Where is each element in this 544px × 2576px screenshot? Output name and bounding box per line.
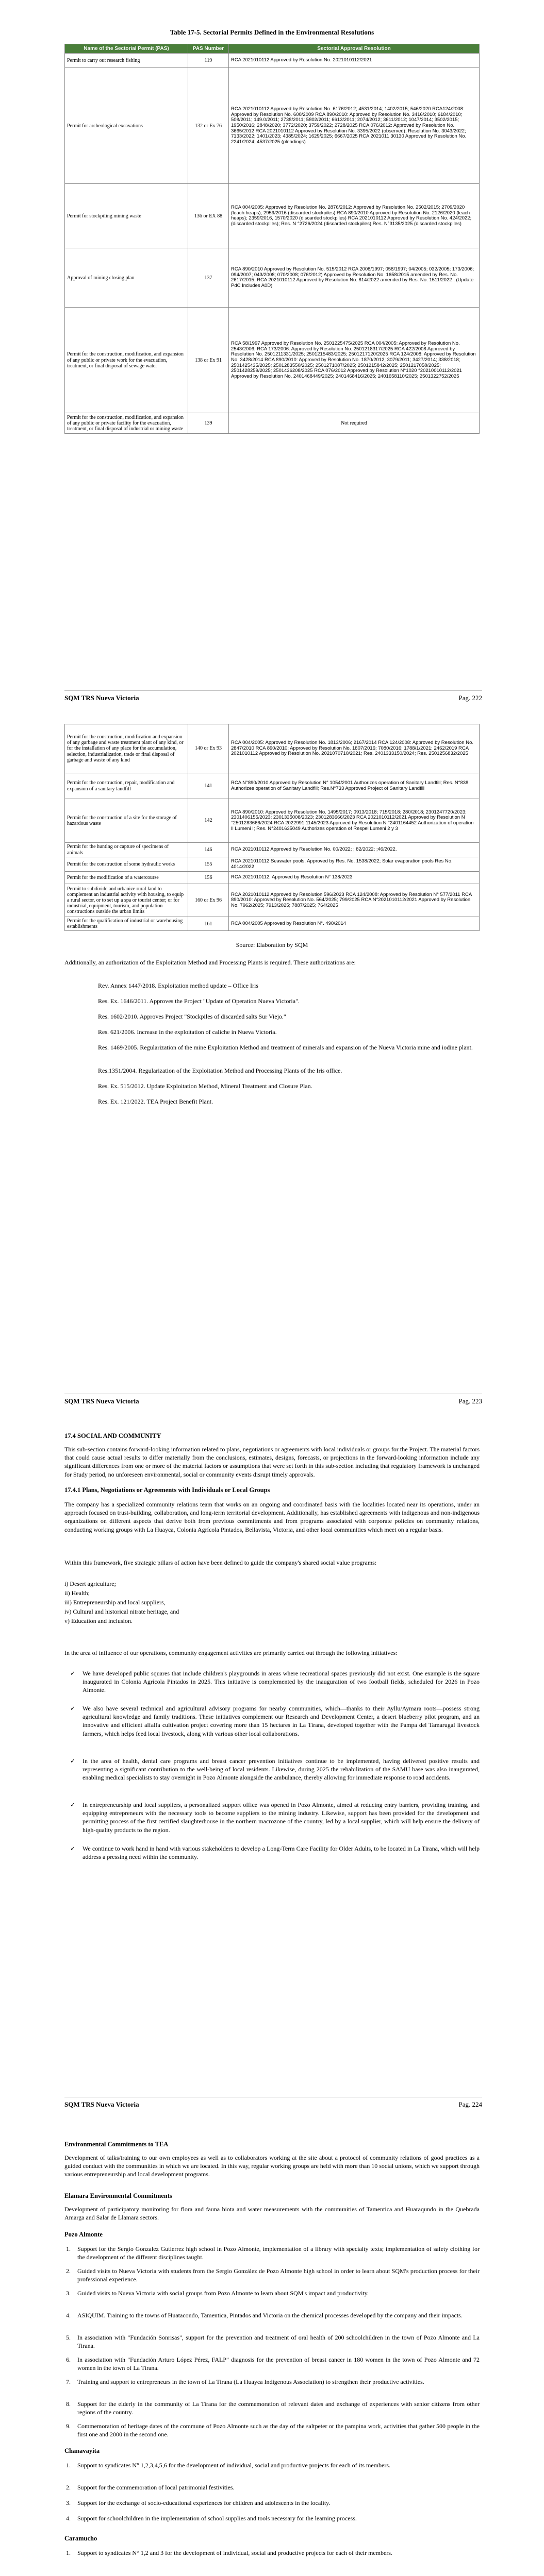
pas-number: 155	[188, 857, 229, 872]
resolution: RCA 004/2005: Approved by Resolution No. 1813/2006; 2167/2014 RCA 124/2008: Approved by Resolution No. 2847/2010 RCA 890/2010: Approved by Resolution No. 1807/2016; 7080/2016; 1788/1/2021; 2462/2019 RCA 2021010112 Approved by Resolution No. 2021070710/2021; Res. 2401333150/2024; Res. 2501256832/2025	[229, 724, 480, 773]
table-row	[65, 54, 480, 68]
pillar-item: i) Desert agriculture;	[64, 1580, 116, 1587]
list-item: 2. Support for the commemoration of local patrimonial festivities.	[66, 2484, 235, 2491]
section-heading: Environmental Commitments to TEA	[64, 2141, 169, 2148]
bullet-text: We have developed public squares that include children's playgrounds in areas where recreational spaces previously did not exist. One example is the square inaugurated in Colonia Agrícola Pintados in 2025. This initiative is complemented by the inauguration of two football fields, scheduled for 2026 in Pozo Almonte.	[83, 1670, 480, 1694]
subsection-heading: 17.4.1 Plans, Negotiations or Agreements with Individuals or Local Groups	[64, 1486, 270, 1494]
subheading: Pozo Almonte	[64, 2231, 103, 2238]
pillars-list	[64, 1579, 179, 1625]
list-item	[70, 1801, 480, 1834]
list-item: 1. Support to syndicates N° 1,2,3,4,5,6 for the development of individual, social and productive projects for each of its members.	[66, 2462, 390, 2469]
sectorial-permits-table	[64, 44, 480, 434]
list-item: 8. Support for the elderly in the community of La Tirana for the commemoration of relevant dates and exchange of experiences with senior citizens from other regions of the country.	[66, 2400, 480, 2416]
page-225	[0, 2110, 544, 2576]
pillar-item: iv) Cultural and historical nitrate heritage, and	[64, 1608, 179, 1615]
sectorial-permits-table-continued	[64, 724, 480, 931]
pas-number: 137	[188, 248, 229, 308]
pas-number: 139	[188, 413, 229, 434]
list-item: 4. ASIQUIM. Training to the towns of Huatacondo, Tamentica, Pintados and Victoria on the chemical processes developed by the company and their impacts.	[66, 2312, 463, 2319]
page-number: Pag. 224	[458, 2100, 482, 2108]
resolution: Not required	[229, 413, 480, 434]
permit-name: Permit for the construction of a site for the storage of hazardous waste	[65, 799, 188, 843]
page-223	[0, 703, 544, 1406]
auth-item: Res. 1469/2005. Regularization of the mine Exploitation Method and treatment of minerals and expansion of the Nueva Victoria mine and iodine plant.	[98, 1044, 473, 1051]
list-item: 1. Support for the Sergio Gonzalez Gutierrez high school in Pozo Almonte, implementation of a library with specialty texts; implementation of safety clothing for the development of the different disciplines taught.	[66, 2245, 480, 2261]
pas-number: 142	[188, 799, 229, 843]
page-number: Pag. 223	[458, 1397, 482, 1405]
table-row	[65, 308, 480, 413]
paragraph: Within this framework, five strategic pillars of action have been defined to guide the company's shared social value programs:	[64, 1559, 377, 1566]
permit-name: Permit to carry out research fishing	[65, 54, 188, 68]
table-caption: Table 17-5. Sectorial Permits Defined in the Environmental Resolutions	[170, 28, 374, 36]
pas-number: 140 or Ex 93	[188, 724, 229, 773]
list-item	[70, 1757, 480, 1782]
table-row	[65, 68, 480, 184]
pas-number: 136 or EX 88	[188, 184, 229, 248]
page-footer	[64, 2097, 482, 2109]
table-header-pas: PAS Number	[188, 44, 229, 54]
permit-name: Permit for the hunting or capture of specimens of animals	[65, 843, 188, 857]
list-item	[70, 1704, 480, 1738]
permit-name: Permit for the qualification of industrial or warehousing establishments	[65, 917, 188, 931]
check-bullet-icon: ✓	[70, 1670, 76, 1677]
permit-name: Permit for the construction, repair, modification and expansion of a sanitary landfill	[65, 773, 188, 799]
list-item: 1. Support to syndicates N° 1,2 and 3 for the development of individual, social and productive projects for each of their members.	[66, 2549, 392, 2556]
bullet-text: We also have several technical and agricultural advisory programs for nearby communities, which—thanks to their Ayllu/Aymara roots—possess strong agricultural knowledge and family traditions. These initiatives complement our Research and Development Center, a desert blueberry pilot program, and an innovative and efficient alfalfa cultivation project covering more than 15 hectares in La Tirana, developed together with the Pampa del Tamarugal livestock farmers, which helps feed local livestock, along with various other local collaborations.	[83, 1705, 480, 1737]
list-item	[70, 1669, 480, 1694]
pillar-item: iii) Entrepreneurship and local suppliers,	[64, 1599, 166, 1606]
permit-name: Permit for the modification of a watercourse	[65, 872, 188, 884]
resolution: RCA N°890/2010 Approved by Resolution N° 1054/2001 Authorizes operation of Sanitary Landfill; Res. N°838 Authorizes operation of Sanitary Landfill; Res.N°733 Approved Project of Sanitary Landfill	[229, 773, 480, 799]
table-row	[65, 773, 480, 799]
permit-name: Permit for archeological excavations	[65, 68, 188, 184]
resolution: RCA 004/2005: Approved by Resolution No. 2876/2012: Approved by Resolution No. 2502/2015; 2709/2020 (leach heaps); 2959/2016 (discarded stockpiles) RCA 890/2010 Approved by Resolution No. 2126/2020 (leach heaps); 2359/2016, 1570/2020 (discarded stockpiles) RCA 2021010112 Approved by Resolution No. 424/2022; (discarded stockpiles); Res. N °2726/2024 (discarded stockpiles) Res. N°3135/2025 (discarded stockpiles)	[229, 184, 480, 248]
paragraph: Development of participatory monitoring for flora and fauna biota and water measurements with the communities of Tamentica and Huaraqundo in the Quebrada Amarga and Salar de Llamara sectors.	[64, 2206, 480, 2222]
list-item: 2. Guided visits to Nueva Victoria with students from the Sergio González de Pozo Almonte high school in order to learn about SQM's production process for their professional experience.	[66, 2267, 480, 2283]
bullet-text: In the area of health, dental care programs and breast cancer prevention initiatives continue to be implemented, having delivered positive results and representing a significant contribution to the well-being of local residents. Likewise, during 2025 the rehabilitation of the SAMU base was also inaugurated, enabling medical specialists to stay overnight in Pozo Almonte alongside the ambulance, thereby allowing for immediate response to road accidents.	[83, 1757, 480, 1782]
table-row	[65, 857, 480, 872]
pas-number: 160 or Ex 96	[188, 884, 229, 917]
resolution: RCA 2021010112 Seawater pools. Approved by Res. No. 1538/2022; Solar evaporation pools Res No. 4014/2022	[229, 857, 480, 872]
table-row	[65, 872, 480, 884]
auth-item: Res. 621/2006. Increase in the exploitation of caliche in Nueva Victoria.	[98, 1028, 277, 1036]
resolution: RCA 890/2010 Approved by Resolution No. 515/2012 RCA 2008/1997; 058/1997; 04/2005; 032/2005; 173/2006; 094/2007; 043/2008; 070/2008; 076/2012) Approved by Resolution No. 1658/2015 amended by Res. No. 2617/2015. RCA 2021010112 Approved by Resolution No. 814/2022 amended by Res. No. 1511/2022 ; (Update PdC Includes A0D)	[229, 248, 480, 308]
pillar-item: ii) Health;	[64, 1589, 90, 1597]
list-item: 5. In association with "Fundación Sonrisas", support for the prevention and treatment of oral health of 200 schoolchildren in the town of Pozo Almonte and La Tirana.	[66, 2334, 480, 2350]
auth-item: Res.1351/2004. Regularization of the Exploitation Method and Processing Plants of the Iris office.	[98, 1067, 342, 1074]
authorizations-intro: Additionally, an authorization of the Exploitation Method and Processing Plants is required. These authorizations are:	[64, 959, 356, 966]
page-footer	[64, 690, 482, 702]
page-222	[0, 0, 544, 703]
subheading: Caramucho	[64, 2535, 97, 2542]
list-item: 7. Training and support to entrepreneurs in the town of La Tirana (La Huayca Indigenous Association) to strengthen their productive activities.	[66, 2378, 424, 2385]
table-source: Source: Elaboration by SQM	[236, 941, 308, 948]
paragraph: In the area of influence of our operations, community engagement activities are primarily carried out through the following initiatives:	[64, 1649, 398, 1656]
list-item: 9. Commemoration of heritage dates of the commune of Pozo Almonte such as the day of the saltpeter or the pampina work, activities that gather 500 people in the first one and 2000 in the second one.	[66, 2422, 480, 2438]
table-header-permit: Name of the Sectorial Permit (PAS)	[65, 44, 188, 54]
table-header-resolution: Sectorial Approval Resolution	[229, 44, 480, 54]
report-name: SQM TRS Nueva Victoria	[64, 1397, 139, 1405]
page-number: Pag. 222	[458, 694, 482, 702]
auth-item: Res. Ex. 1646/2011. Approves the Project "Update of Operation Nueva Victoria".	[98, 997, 300, 1005]
resolution: RCA 2021010112 Approved by Resolution No. 6176/2012; 4531/2014; 1402/2015; 546/2020 RCA124/2008: Approved by Resolution No. 600/2009 RCA 890/2010: Approved by Resolution No. 3416/2010; 6184/2010; 508/2011; 149.0/2011; 2738/2011; 5802/2011; 6613/2011; 2074/2012; 3611/2012; 1047/2014; 3502/2015; 1950/2016; 2848/2020; 3772/2020; 3759/2022; 2728/2025 RCA 076/2012: Approved by Resolution No. 3665/2012 RCA 2021010112 Approved by Resolution No. 3395/2022 (observed); Resolution No. 3043/2022; 7133/2022; 1401/2023; 4385/2024; 1629/2025; 6667/2025 RCA 2021011 30130 Approved by Resolution No. 2241/2024; 4537/2025 (pleadings)	[229, 68, 480, 184]
table-row	[65, 799, 480, 843]
subheading: Elamara Environmental Commitments	[64, 2192, 172, 2199]
pas-number: 161	[188, 917, 229, 931]
section-intro: This sub-section contains forward-looking information related to plans, negotiations or agreements with local individuals or groups for the Project. The material factors that could cause actual results to differ materially from the conclusions, estimates, designs, forecasts, or projections in the forward-looking information include any significant differences from one or more of the material factors or assumptions that were set forth in this sub-section including that regulatory framework is unchanged for Study period, no unforeseen environmental, social or community events disrupt timely approvals.	[64, 1446, 480, 1478]
pas-number: 132 or Ex 76	[188, 68, 229, 184]
pas-number: 138 or Ex 91	[188, 308, 229, 413]
pillar-item: v) Education and inclusion.	[64, 1617, 133, 1624]
section-heading: 17.4 SOCIAL AND COMMUNITY	[64, 1432, 161, 1439]
auth-item: Res. 1602/2010. Approves Project "Stockpiles of discarded salts Sur Viejo."	[98, 1013, 286, 1020]
pas-number: 156	[188, 872, 229, 884]
page-224	[0, 1406, 544, 2110]
auth-item: Rev. Annex 1447/2018. Exploitation method update – Office Iris	[98, 982, 258, 989]
resolution: RCA 58/1997 Approved by Resolution No. 2501225475/2025 RCA 004/2005: Approved by Resolution No. 2543/2006; RCA 173/2006: Approved by Resolution No. 2501218317/2025 RCA 422/2008 Approved by Resolution No. 2501211331/2025; 2501215483/2025; 2501217120/2025 RCA 124/2008: Approved by Resolution No. 3428/2014 RCA 890/2010: Approved by Resolution No. 1870/2012; 3079/2011; 3427/2014; 338/2018; 2501425435/2025; 2501283550/2025; 2501271087/2025; 2501215842/2025; 2501217058/2025; 2501428259/2025; 2501436208/2025 RCA 076/2012 Approved by Resolution N°1020 °20210010112/2021 Approved by Resolution No. 2401468449/2025; 2401468416/2025; 2401658110/2025; 2501322752/2025	[229, 308, 480, 413]
auth-item: Res. Ex. 515/2012. Update Exploitation Method, Mineral Treatment and Closure Plan.	[98, 1082, 312, 1090]
check-bullet-icon: ✓	[70, 1757, 76, 1765]
bullet-text: In entrepreneurship and local suppliers, a personalized support office was opened in Pozo Almonte, aimed at reducing entry barriers, providing training, and equipping entrepreneurs with the necessary tools to become suppliers to the mining industry. Likewise, support has been provided for the development and permitting process of the first certified slaughterhouse in the northern macrozone of the country, led by a local supplier, which will help ensure the delivery of high-quality products to the region.	[83, 1801, 480, 1834]
paragraph: The company has a specialized community relations team that works on an ongoing and coordinated basis with the localities located near its operations, under an approach focused on trust-building, collaboration, and long-term territorial development. Additionally, has established agreements with indigenous and non-indigenous organizations on different aspects that derive both from previous commitments and from programs associated with corporate policies on community relations, conducting working groups with La Huayca, Colonia Agrícola Pintados, Bellavista, Victoria, and other local communities which meet on a regular basis.	[64, 1501, 480, 1533]
paragraph: Development of talks/training to our own employees as well as to collaborators working at the site about a protocol of community relations of good practices as a guided conduct with the communities in which we are located. In this way, regular working groups are held with more than 10 social unions, which we support through various entrepreneurship and local development programs.	[64, 2154, 480, 2178]
check-bullet-icon: ✓	[70, 1845, 76, 1852]
table-row	[65, 884, 480, 917]
bullet-text: We continue to work hand in hand with various stakeholders to develop a Long-Term Care Facility for Older Adults, to be located in La Tirana, which will help address a pressing need within the community.	[83, 1845, 480, 1861]
table-row	[65, 917, 480, 931]
list-item: 3. Support for the exchange of socio-educational experiences for children and adolescents in the locality.	[66, 2499, 331, 2506]
resolution: RCA 890/2010: Approved by Resolution No. 1495/2017; 0913/2018; 715/2018; 280/2018; 2301247720/2023; 2301406155/2023; 2301335008/2023; 2301283666/2023 RCA 2021010112/2021 Approved by Resolution N °2501283666/2024 RCA 2022991 1145/2023 Approved by Resolution N °2401164452 Authorization of operation Il Lumeni I; Res. N°2401635049 Authorizes operation of Respel Lumeni 2 y 3	[229, 799, 480, 843]
table-row	[65, 843, 480, 857]
report-name: SQM TRS Nueva Victoria	[64, 2100, 139, 2108]
list-item	[70, 1844, 480, 1861]
permit-name: Permit for the construction, modification, and expansion of any public or private work for the evacuation, treatment, or final disposal of sewage water	[65, 308, 188, 413]
resolution: RCA 2021010112, Approved by Resolution N° 138/2023	[229, 872, 480, 884]
pas-number: 146	[188, 843, 229, 857]
permit-name: Permit for stockpiling mining waste	[65, 184, 188, 248]
table-row	[65, 248, 480, 308]
subheading: Chanavayita	[64, 2447, 100, 2454]
permit-name: Permit for the construction, modification, and expansion of any public or private facility for the evacuation, treatment, or final disposal of industrial or mining waste	[65, 413, 188, 434]
table-row	[65, 184, 480, 248]
permit-name: Approval of mining closing plan	[65, 248, 188, 308]
check-bullet-icon: ✓	[70, 1801, 76, 1808]
page-footer	[64, 1394, 482, 1405]
pas-number: 141	[188, 773, 229, 799]
resolution: RCA 004/2005 Approved by Resolution N°. 490/2014	[229, 917, 480, 931]
table-row	[65, 724, 480, 773]
pas-number: 119	[188, 54, 229, 68]
resolution: RCA 2021010112 Approved by Resolution 596/2023 RCA 124/2008: Approved by Resolution N° 577/2011 RCA 890/2010: Approved by Resolution No. 564/2025; 799/2025 RCA N°2021010112/2021 Approved by Resolution No. 7962/2025; 7913/2025; 7887/2025; 764/2025	[229, 884, 480, 917]
list-item: 3. Guided visits to Nueva Victoria with social groups from Pozo Almonte to learn about SQM's impact and productivity.	[66, 2290, 369, 2297]
list-item: 4. Support for schoolchildren in the implementation of school supplies and tools necessary for the learning process.	[66, 2515, 357, 2522]
table-row	[65, 413, 480, 434]
permit-name: Permit for the construction of some hydraulic works	[65, 857, 188, 872]
resolution: RCA 2021010112 Approved by Resolution No. 2021010112/2021	[229, 54, 480, 68]
permit-name: Permit for the construction, modification and expansion of any garbage and waste treatment plant of any kind, or for the installation of any place for the accumulation, selection, industrialization, trade or final disposal of garbage and waste of any kind	[65, 724, 188, 773]
list-item: 6. In association with "Fundación Arturo López Pérez, FALP" diagnosis for the prevention of breast cancer in 180 women in the town of Pozo Almonte and 72 women in the town of La Tirana.	[66, 2356, 480, 2372]
resolution: RCA 2021010112 Approved by Resolution No. 00/2022; ; 82/2022; ;46/2022.	[229, 843, 480, 857]
report-name: SQM TRS Nueva Victoria	[64, 694, 139, 702]
auth-item: Res. Ex. 121/2022. TEA Project Benefit Plant.	[98, 1098, 213, 1105]
permit-name: Permit to subdivide and urbanize rural land to complement an industrial activity with housing, to equip a rural sector, or to set up a spa or tourist center; or for industrial, equipment, tourism, and population constructions outside the urban limits	[65, 884, 188, 917]
check-bullet-icon: ✓	[70, 1705, 76, 1712]
